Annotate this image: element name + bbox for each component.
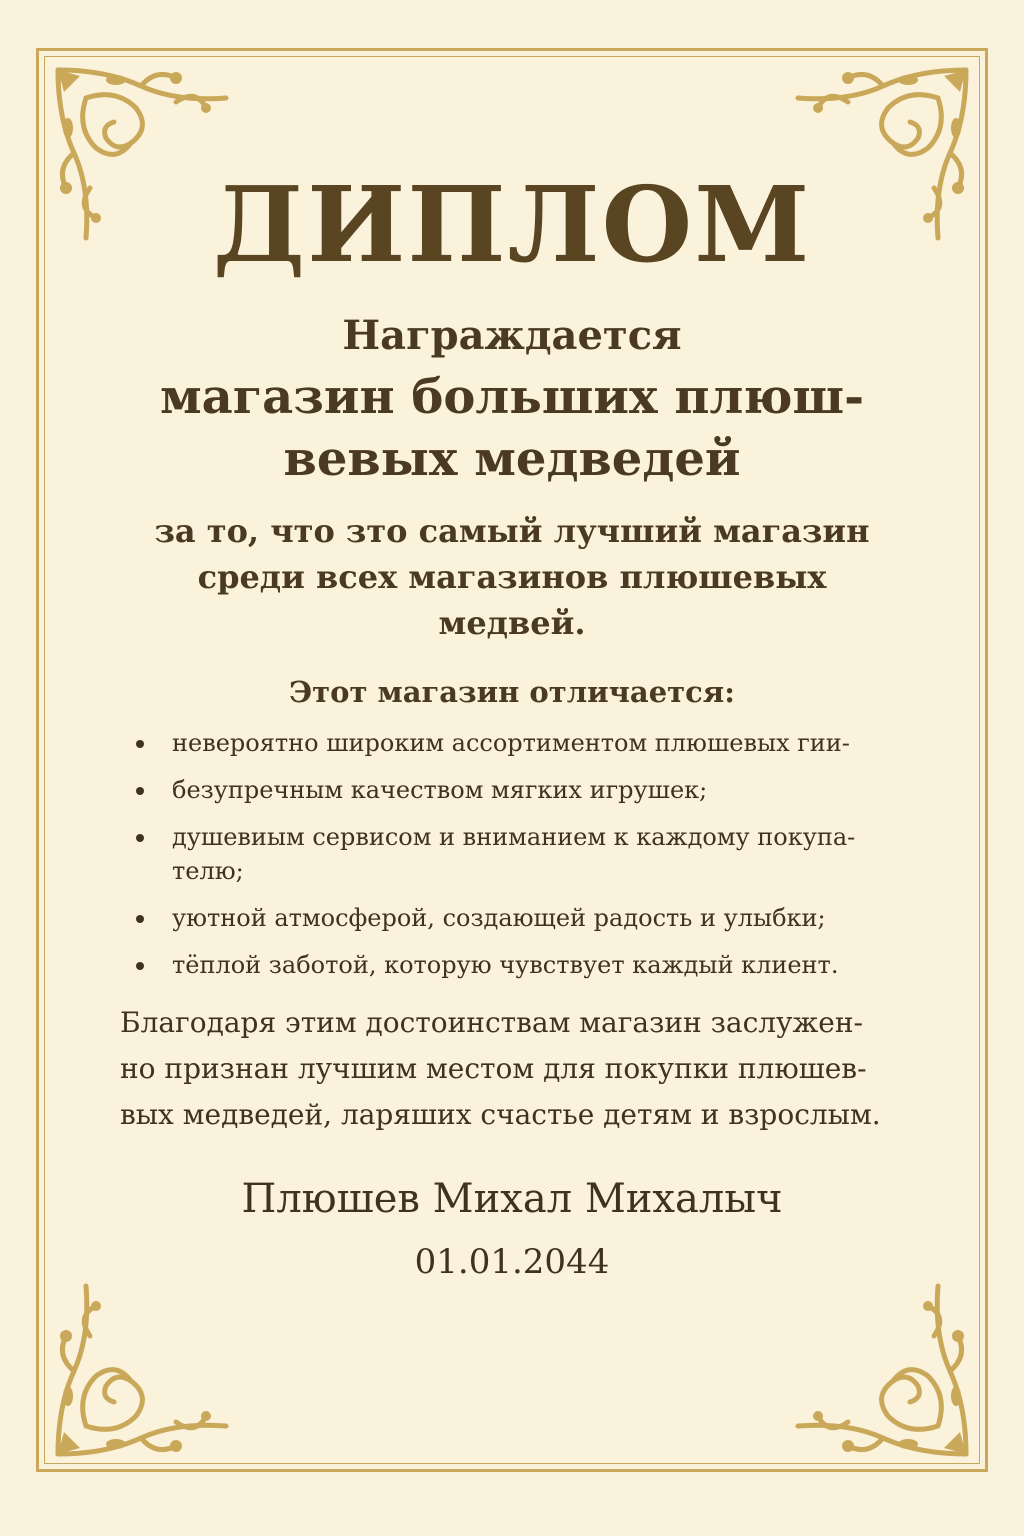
list-item xyxy=(130,901,904,935)
list-item xyxy=(130,820,904,888)
reason-line-1: за то, что зто самый лучший магазин xyxy=(154,512,870,550)
conclusion-paragraph xyxy=(120,1000,904,1138)
conclusion-line-3: вых медведей, ларяших счастье детям и взрослым. xyxy=(120,1098,881,1131)
awarded-label: Награждается xyxy=(342,312,682,359)
feature-text: безупречным качеством мягких игрушек; xyxy=(172,776,708,804)
feature-text: уютной атмосферой, создающей радость и улыбки; xyxy=(172,904,826,932)
list-item xyxy=(130,948,904,982)
recipient-line-1: магазин больших плюш- xyxy=(159,369,865,425)
distinguished-label: Этот магазин отличается: xyxy=(289,675,735,709)
list-item xyxy=(130,773,904,807)
issue-date: 01.01.2044 xyxy=(414,1242,610,1282)
bullet-icon xyxy=(136,962,144,970)
diploma-content xyxy=(120,160,904,1320)
list-item xyxy=(130,726,904,760)
feature-text: тёплой заботой, которую чувствует каждый клиент. xyxy=(172,951,839,979)
diploma-title: ДИПЛОМ xyxy=(212,163,812,286)
signer-name: Плюшев Михал Михалыч xyxy=(241,1176,783,1222)
bullet-icon xyxy=(136,915,144,923)
conclusion-line-2: но признан лучшим местом для покупки плюшев- xyxy=(120,1052,867,1085)
conclusion-line-1: Благодаря этим достоинствам магазин заслужен- xyxy=(120,1006,863,1039)
feature-text: невероятно широким ассортиментом плюшевых гии- xyxy=(172,729,850,757)
award-reason xyxy=(120,508,904,646)
bullet-icon xyxy=(136,834,144,842)
features-list xyxy=(120,726,904,982)
recipient-name xyxy=(120,366,904,490)
bullet-icon xyxy=(136,787,144,795)
bullet-icon xyxy=(136,740,144,748)
feature-text: душевиым сервисом и вниманием к каждому покупа- телю; xyxy=(172,823,856,885)
reason-line-2: среди всех магазинов плюшевых медвей. xyxy=(197,558,827,642)
recipient-line-2: вевых медведей xyxy=(283,431,741,487)
